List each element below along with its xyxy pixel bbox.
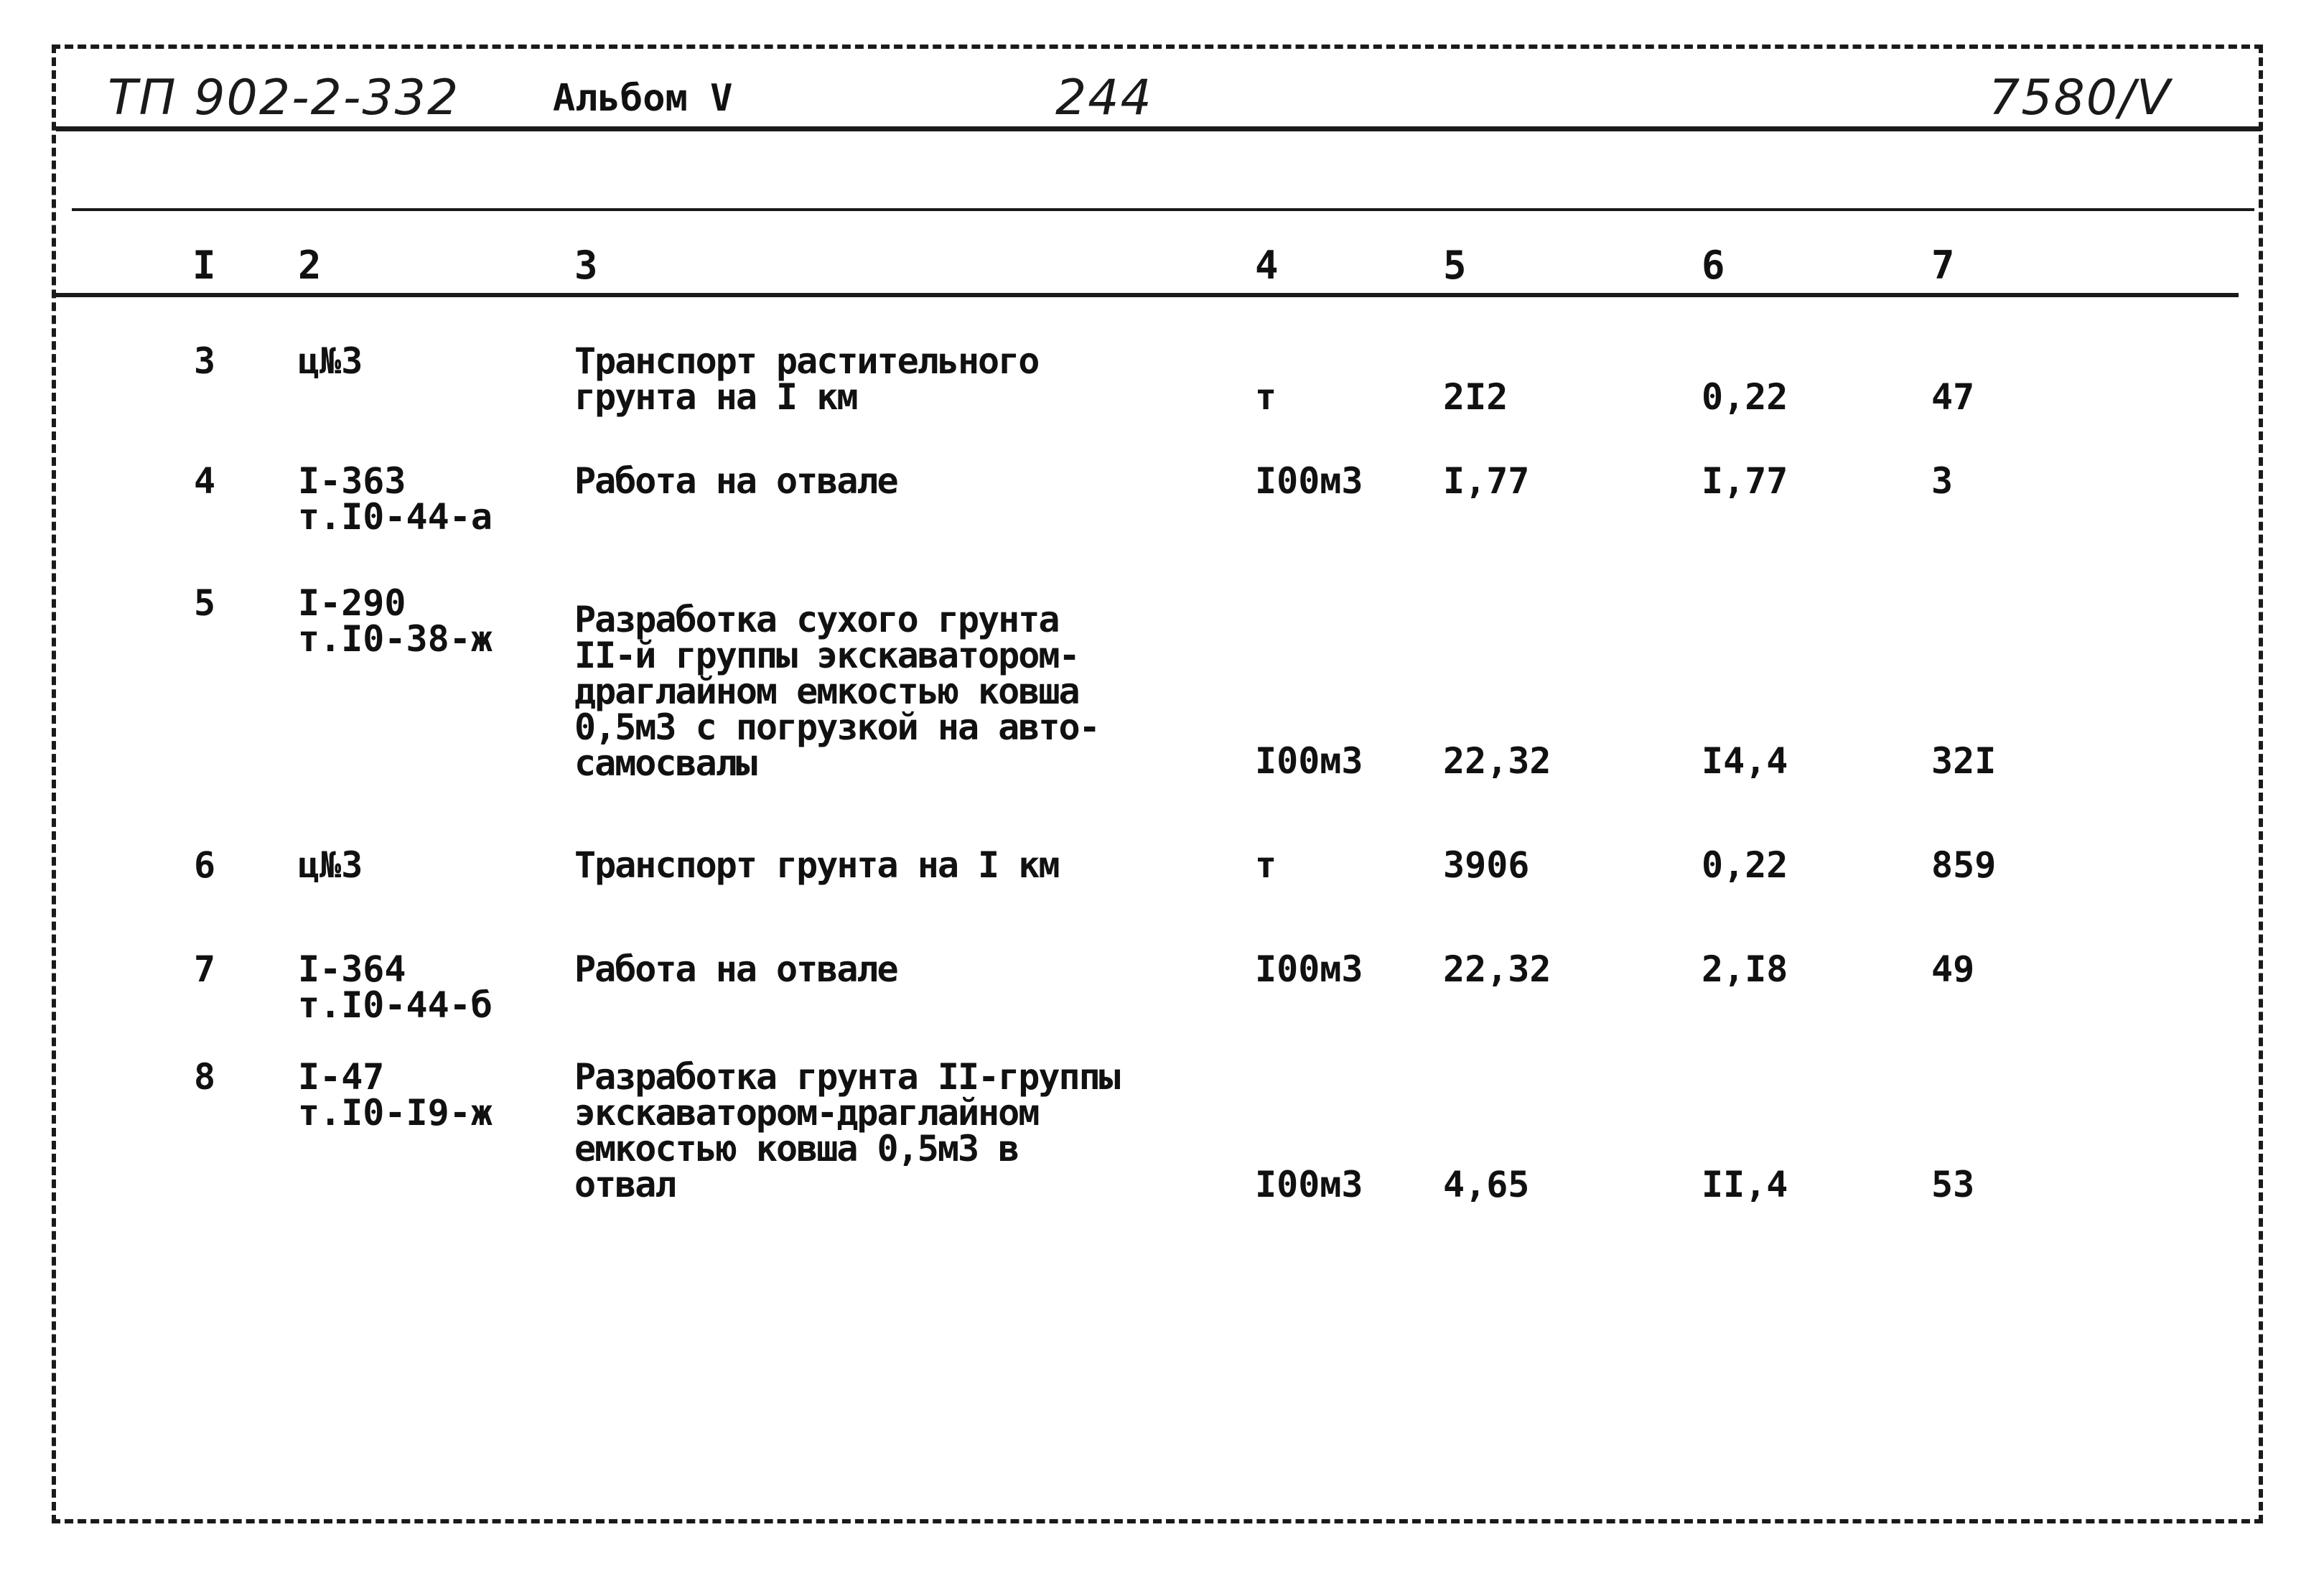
quantity: I,77 [1443,460,1530,502]
row-number: 8 [194,1056,216,1098]
unit: I00м3 [1255,1164,1363,1205]
work-description: Транспорт грунта на I км [574,844,1059,886]
total-cost: 3 [1931,460,1954,502]
total-cost: 53 [1931,1164,1975,1205]
unit: т [1255,844,1277,886]
quantity: 22,32 [1443,948,1551,990]
column-header-4: 4 [1255,243,1279,288]
row-number: 4 [194,460,216,502]
quantity: 4,65 [1443,1164,1530,1205]
column-header-5: 5 [1443,243,1467,288]
norm-reference: I-363 т.I0-44-а [298,460,493,538]
unit: т [1255,376,1277,418]
row-number: 3 [194,340,216,382]
total-cost: 49 [1931,948,1975,990]
work-description: Работа на отвале [574,948,897,990]
page-number: 244 [1055,70,1153,126]
column-header-7: 7 [1931,243,1955,288]
unit: I00м3 [1255,460,1363,502]
unit-rate: 0,22 [1702,844,1788,886]
album-label: Альбом V [553,77,733,120]
total-cost: 32I [1931,740,1997,782]
column-header-2: 2 [298,243,322,288]
unit-rate: 2,I8 [1702,948,1788,990]
column-header-3: 3 [574,243,598,288]
row-number: 5 [194,582,216,624]
header-bottom-rule [56,293,2239,297]
work-description: Разработка сухого грунта II-й группы экскаватором- драглайном емкостью ковша 0,5м3 с погрузкой на авто- самосвалы [574,599,1099,784]
work-description: Работа на отвале [574,460,897,502]
unit-rate: 0,22 [1702,376,1788,418]
unit: I00м3 [1255,948,1363,990]
quantity: 22,32 [1443,740,1551,782]
column-header-1: I [192,243,216,288]
total-cost: 859 [1931,844,1997,886]
unit-rate: II,4 [1702,1164,1788,1205]
norm-reference: I-290 т.I0-38-ж [298,582,493,660]
document-code: ТП 902-2-332 [108,70,460,126]
column-header-6: 6 [1702,243,1725,288]
norm-reference: I-47 т.I0-I9-ж [298,1056,493,1134]
work-description: Транспорт растительного грунта на I км [574,340,1039,418]
table-top-rule [72,208,2254,211]
quantity: 3906 [1443,844,1530,886]
unit-rate: I,77 [1702,460,1788,502]
unit: I00м3 [1255,740,1363,782]
total-cost: 47 [1931,376,1975,418]
unit-rate: I4,4 [1702,740,1788,782]
row-number: 6 [194,844,216,886]
work-description: Разработка грунта II-группы экскаватором-драглайном емкостью ковша 0,5м3 в отвал [574,1056,1119,1205]
inventory-code: 7580/V [1989,70,2172,126]
norm-reference: ц№3 [298,844,363,886]
norm-reference: ц№3 [298,340,363,382]
quantity: 2I2 [1443,376,1508,418]
header-rule [56,126,2262,131]
row-number: 7 [194,948,216,990]
norm-reference: I-364 т.I0-44-б [298,948,493,1026]
